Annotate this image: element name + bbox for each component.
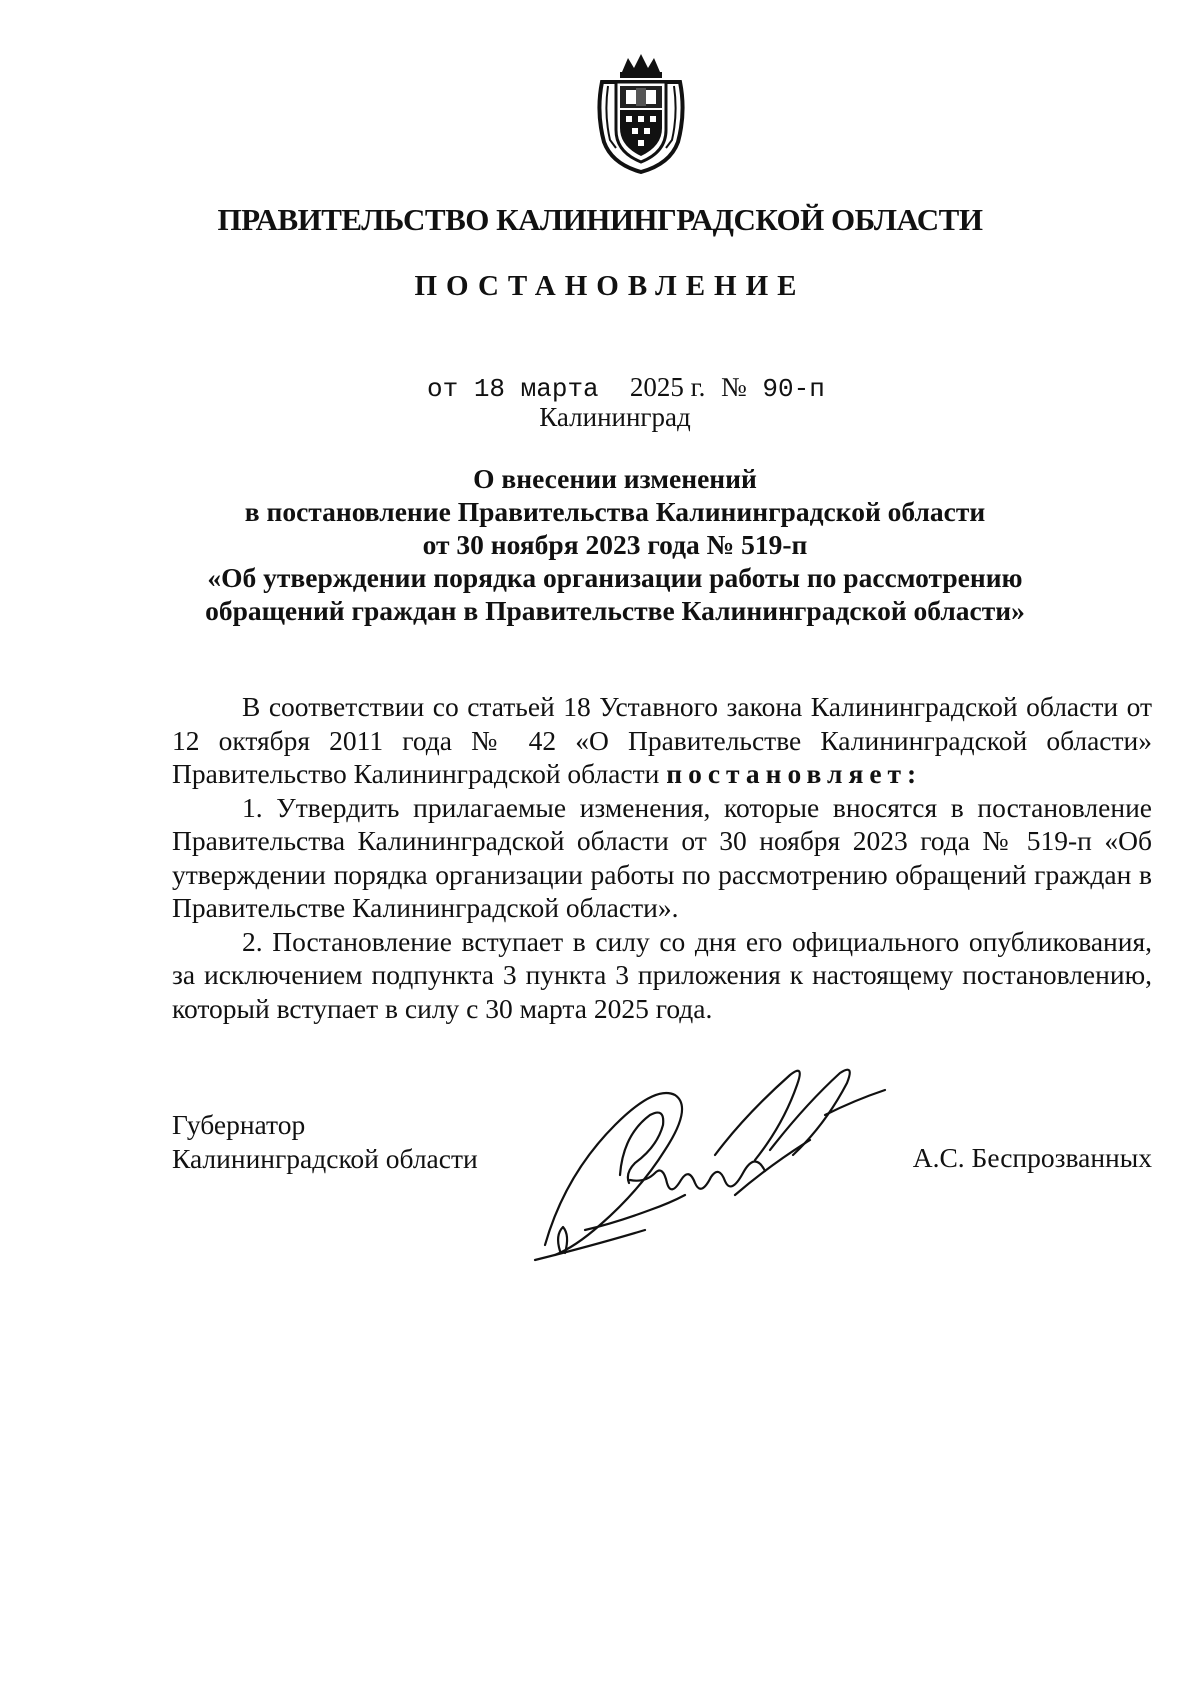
title-line: от 30 ноября 2023 года № 519-п bbox=[422, 529, 808, 560]
city: Калининград bbox=[539, 402, 691, 432]
date-year: 2025 г. bbox=[629, 372, 706, 402]
organization-name: ПРАВИТЕЛЬСТВО КАЛИНИНГРАДСКОЙ ОБЛАСТИ bbox=[217, 202, 983, 237]
title-line: обращений граждан в Правительстве Калининградской области» bbox=[205, 595, 1025, 626]
preamble-text: В соответствии со статьей 18 Уставного закона Калининградской области от 12 октября 2011 года № 42 «О Правительстве Калининградской области» Правительство Калининградской области bbox=[172, 691, 1152, 789]
position-line: Губернатор bbox=[172, 1109, 306, 1140]
date-day-month: 18 марта bbox=[473, 374, 599, 404]
position-line: Калининградской области bbox=[172, 1143, 478, 1174]
signatory-position bbox=[172, 1108, 478, 1176]
signatory-name: А.С. Беспрозванных bbox=[912, 1142, 1152, 1173]
decree-word: постановляет: bbox=[666, 758, 923, 789]
number-sign: № bbox=[721, 372, 747, 402]
date-prefix: от bbox=[427, 374, 459, 404]
title-line: в постановление Правительства Калининградской области bbox=[244, 496, 986, 527]
preamble-paragraph bbox=[172, 690, 1152, 791]
document-title bbox=[0, 462, 1200, 627]
clause-2: 2. Постановление вступает в силу со дня его официального опубликования, за исключением подпункта 3 пункта 3 приложения к настоящему постановлению, который вступает в силу с 30 марта 2025 года. bbox=[172, 925, 1152, 1024]
document-date-line bbox=[427, 372, 825, 404]
title-line: «Об утверждении порядка организации работы по рассмотрению bbox=[207, 562, 1023, 593]
document-type: ПОСТАНОВЛЕНИЕ bbox=[414, 270, 806, 302]
handwritten-signature bbox=[525, 1055, 915, 1275]
document-body bbox=[172, 690, 1152, 1025]
coat-of-arms-icon bbox=[592, 52, 690, 174]
clause-1: 1. Утвердить прилагаемые изменения, которые вносятся в постановление Правительства Калининградской области от 30 ноября 2023 года № 519-п «Об утверждении порядка организации работы по рассмотрению обращений граждан в Правительстве Калининградской области». bbox=[172, 791, 1152, 923]
document-number: 90-п bbox=[762, 374, 825, 404]
title-line: О внесении изменений bbox=[473, 463, 757, 494]
